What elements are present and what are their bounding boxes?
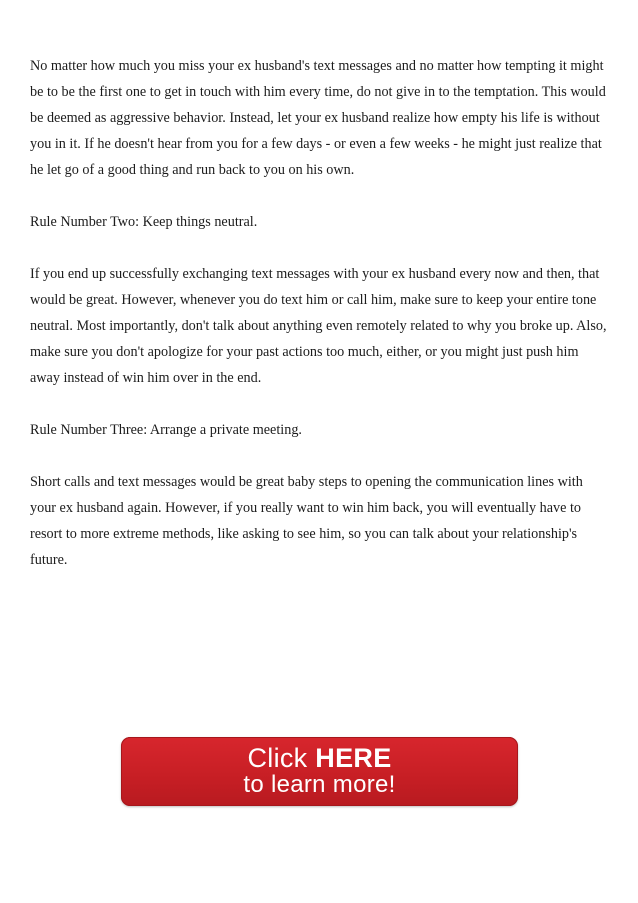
rule-two-heading: Rule Number Two: Keep things neutral. bbox=[30, 214, 258, 230]
cta-emphasis-text: HERE bbox=[315, 743, 392, 773]
rule-three-heading: Rule Number Three: Arrange a private meeting. bbox=[30, 422, 302, 438]
cta-prefix-text: Click bbox=[247, 743, 316, 773]
cta-subline: to learn more! bbox=[243, 771, 396, 798]
cta-headline bbox=[247, 745, 391, 772]
article-body bbox=[30, 53, 610, 599]
paragraph-rule-two: If you end up successfully exchanging text messages with your ex husband every now and then, that would be great. However, whenever you do text him or call him, make sure to keep your entire tone neutral. Most importantly, don't talk about anything even remotely related to why you broke up. Also, make sure you don't apologize for your past actions too much, either, or you might just push him away instead of win him over in the end. bbox=[30, 266, 607, 386]
paragraph-intro: No matter how much you miss your ex husband's text messages and no matter how tempting it might be to be the first one to get in touch with him every time, do not give in to the temptation. This would be deemed as aggressive behavior. Instead, let your ex husband realize how empty his life is without you in it. If he doesn't hear from you for a few days - or even a few weeks - he might just realize that he let go of a good thing and run back to you on his own. bbox=[30, 58, 606, 178]
click-here-banner-button[interactable] bbox=[121, 737, 518, 806]
paragraph-rule-three: Short calls and text messages would be great baby steps to opening the communication lines with your ex husband again. However, if you really want to win him back, you will eventually have to resort to more extreme methods, like asking to see him, so you can talk about your relationship's future. bbox=[30, 474, 583, 568]
